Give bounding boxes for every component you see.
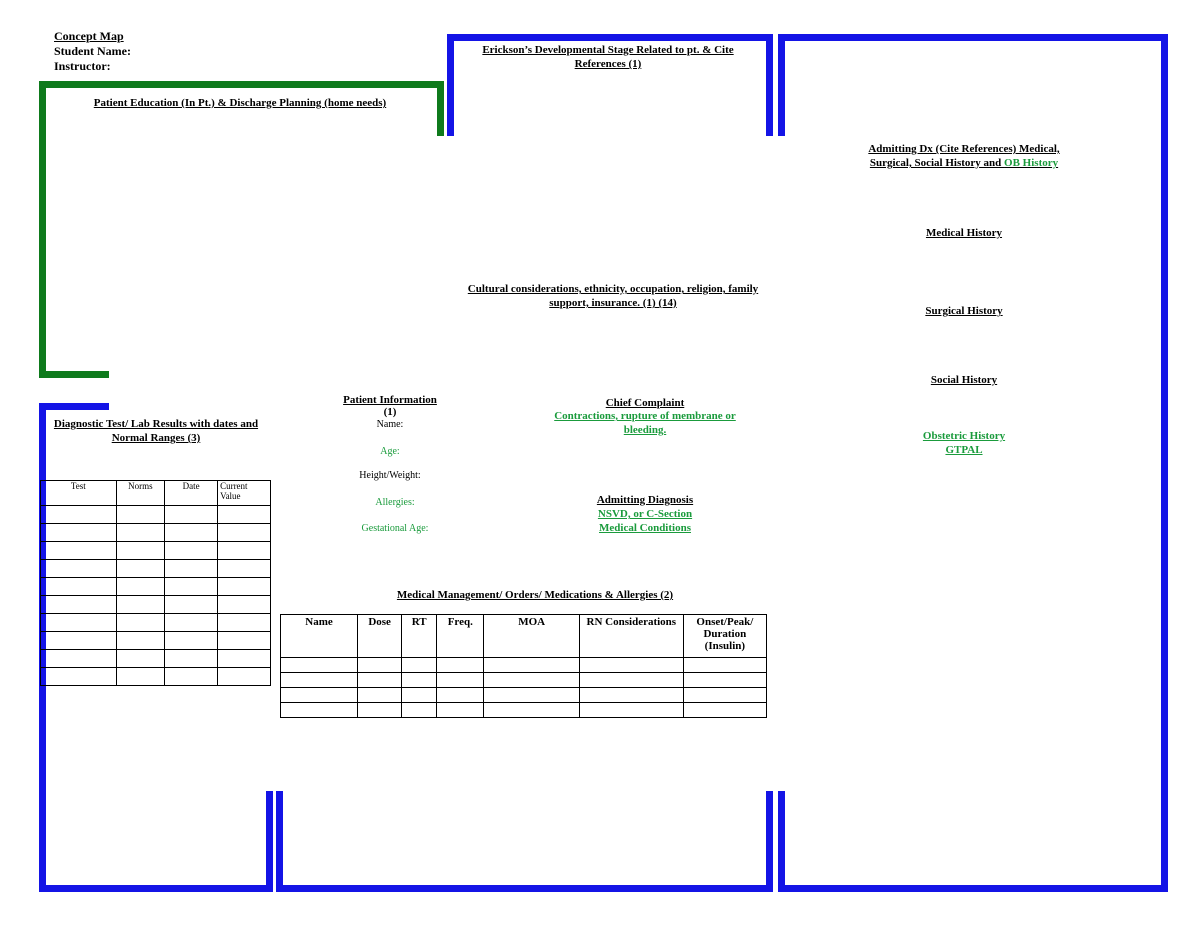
lab-cell[interactable] [116, 578, 165, 596]
med-header-rn-considerations: RN Considerations [579, 615, 683, 658]
lab-row[interactable] [41, 506, 271, 524]
med-cell[interactable] [683, 688, 766, 703]
patient-name-label: Name: [376, 419, 404, 430]
lab-header-test: Test [41, 481, 117, 506]
lab-cell[interactable] [218, 668, 271, 686]
med-header-name: Name [281, 615, 358, 658]
lab-cell[interactable] [116, 668, 165, 686]
header-block [54, 29, 131, 74]
lab-cell[interactable] [218, 596, 271, 614]
lab-cell[interactable] [116, 614, 165, 632]
lab-cell[interactable] [218, 560, 271, 578]
lab-cell[interactable] [116, 560, 165, 578]
med-cell[interactable] [683, 658, 766, 673]
patient-education-border-left [39, 81, 46, 378]
lab-cell[interactable] [218, 524, 271, 542]
med-header-onset-peak-duration: Onset/Peak/ Duration (Insulin) [683, 615, 766, 658]
student-name-label: Student Name: [54, 44, 131, 58]
lab-cell[interactable] [165, 614, 218, 632]
med-cell[interactable] [402, 673, 437, 688]
lab-header-row [41, 481, 271, 506]
med-cell[interactable] [402, 658, 437, 673]
lab-cell[interactable] [165, 632, 218, 650]
lab-cell[interactable] [116, 650, 165, 668]
admitting-diagnosis-line1: NSVD, or C-Section [597, 508, 693, 520]
med-cell[interactable] [437, 673, 484, 688]
diagnostic-heading: Diagnostic Test/ Lab Results with dates and Normal Ranges (3) [53, 418, 259, 444]
lab-cell[interactable] [165, 578, 218, 596]
lab-cell[interactable] [165, 524, 218, 542]
lab-cell[interactable] [165, 596, 218, 614]
patient-education-heading: Patient Education (In Pt.) & Discharge Planning (home needs) [93, 97, 387, 109]
med-cell[interactable] [437, 703, 484, 718]
lab-cell[interactable] [165, 542, 218, 560]
admitting-box-border-left-top [778, 34, 785, 136]
chief-complaint-title: Chief Complaint [605, 397, 685, 409]
lab-cell[interactable] [165, 668, 218, 686]
admitting-dx-text: Admitting Dx (Cite References) Medical, Surgical, Social History and [868, 143, 1060, 169]
diagnostic-border-top [39, 403, 109, 410]
med-row[interactable] [281, 688, 767, 703]
lab-cell[interactable] [41, 524, 117, 542]
doc-title: Concept Map [54, 29, 124, 43]
medical-management-heading: Medical Management/ Orders/ Medications & Allergies (2) [396, 589, 674, 601]
med-row[interactable] [281, 703, 767, 718]
patient-gestational-age-label: Gestational Age: [361, 523, 429, 534]
patient-height-weight-label: Height/Weight: [359, 470, 421, 481]
lab-cell[interactable] [218, 578, 271, 596]
lab-cell[interactable] [218, 650, 271, 668]
lab-row[interactable] [41, 650, 271, 668]
lab-cell[interactable] [116, 596, 165, 614]
lab-cell[interactable] [218, 506, 271, 524]
lab-cell[interactable] [116, 542, 165, 560]
patient-info-ref: (1) [383, 406, 397, 418]
lab-header-date: Date [165, 481, 218, 506]
lab-row[interactable] [41, 632, 271, 650]
lab-row[interactable] [41, 614, 271, 632]
diagnostic-border-right-bottom [266, 791, 273, 892]
admitting-diagnosis-line2: Medical Conditions [599, 522, 691, 534]
lab-row[interactable] [41, 542, 271, 560]
admitting-box-border-top [778, 34, 1168, 41]
med-header-moa: MOA [484, 615, 580, 658]
lab-cell[interactable] [218, 542, 271, 560]
obstetric-history-label: Obstetric History [922, 430, 1006, 442]
patient-allergies-label: Allergies: [375, 497, 415, 508]
lab-row[interactable] [41, 560, 271, 578]
lab-cell[interactable] [41, 596, 117, 614]
lab-cell[interactable] [41, 542, 117, 560]
social-history-heading: Social History [930, 374, 998, 386]
chief-complaint-detail: Contractions, rupture of membrane or bleeding. [554, 410, 736, 436]
surgical-history-heading: Surgical History [925, 305, 1003, 317]
obstetric-history-heading [880, 429, 1048, 457]
med-header-dose: Dose [358, 615, 402, 658]
lab-cell[interactable] [218, 614, 271, 632]
erickson-border-top [447, 34, 773, 41]
patient-info-title: Patient Information [343, 394, 437, 406]
erickson-heading: Erickson’s Developmental Stage Related to pt. & Cite References (1) [482, 44, 734, 70]
lab-cell[interactable] [41, 650, 117, 668]
med-cell[interactable] [437, 658, 484, 673]
lab-cell[interactable] [116, 524, 165, 542]
lab-cell[interactable] [165, 650, 218, 668]
lab-row[interactable] [41, 596, 271, 614]
lab-cell[interactable] [41, 614, 117, 632]
lab-cell[interactable] [41, 632, 117, 650]
patient-education-border-right [437, 81, 444, 136]
med-row[interactable] [281, 673, 767, 688]
lab-row[interactable] [41, 578, 271, 596]
lab-header-norms: Norms [116, 481, 165, 506]
med-cell[interactable] [579, 703, 683, 718]
medications-table [280, 614, 767, 718]
med-cell[interactable] [281, 658, 358, 673]
lab-results-table [40, 480, 271, 686]
med-row[interactable] [281, 658, 767, 673]
med-cell[interactable] [402, 703, 437, 718]
med-cell[interactable] [402, 688, 437, 703]
med-header-rt: RT [402, 615, 437, 658]
patient-age-label: Age: [380, 446, 400, 457]
cultural-heading: Cultural considerations, ethnicity, occupation, religion, family support, insurance. (1) (14) [467, 283, 759, 309]
lab-cell[interactable] [41, 668, 117, 686]
lab-cell[interactable] [165, 506, 218, 524]
admitting-box-border-left-bottom [778, 791, 785, 892]
lab-cell[interactable] [218, 632, 271, 650]
med-cell[interactable] [358, 658, 402, 673]
med-cell[interactable] [579, 673, 683, 688]
lab-cell[interactable] [41, 578, 117, 596]
med-cell[interactable] [484, 703, 580, 718]
med-cell[interactable] [358, 673, 402, 688]
med-cell[interactable] [484, 658, 580, 673]
med-cell[interactable] [579, 658, 683, 673]
medical-history-heading: Medical History [925, 227, 1003, 239]
med-cell[interactable] [579, 688, 683, 703]
lab-row[interactable] [41, 668, 271, 686]
erickson-border-left [447, 34, 454, 136]
lab-cell[interactable] [41, 506, 117, 524]
lab-cell[interactable] [165, 560, 218, 578]
admitting-box-border-right [1161, 34, 1168, 892]
med-cell[interactable] [484, 673, 580, 688]
patient-education-border-bottom [39, 371, 109, 378]
med-cell[interactable] [281, 673, 358, 688]
center-bottom-border-left [276, 791, 283, 892]
lab-cell[interactable] [116, 632, 165, 650]
admitting-diagnosis-title: Admitting Diagnosis [596, 494, 694, 506]
lab-cell[interactable] [116, 506, 165, 524]
ob-history-link-text: OB History [1004, 157, 1059, 169]
diagnostic-border-bottom [39, 885, 273, 892]
center-bottom-border-bottom [276, 885, 773, 892]
med-cell[interactable] [358, 688, 402, 703]
med-cell[interactable] [683, 703, 766, 718]
med-header-freq: Freq. [437, 615, 484, 658]
lab-row[interactable] [41, 524, 271, 542]
patient-education-border-top [39, 81, 444, 88]
med-header-row [281, 615, 767, 658]
gtpal-label: GTPAL [945, 444, 983, 456]
lab-header-current-value: Current Value [218, 481, 271, 506]
med-cell[interactable] [437, 688, 484, 703]
med-cell[interactable] [683, 673, 766, 688]
center-bottom-border-right [766, 791, 773, 892]
admitting-dx-heading [850, 142, 1078, 170]
lab-cell[interactable] [41, 560, 117, 578]
instructor-label: Instructor: [54, 59, 111, 73]
erickson-border-right [766, 34, 773, 136]
med-cell[interactable] [484, 688, 580, 703]
med-cell[interactable] [281, 688, 358, 703]
med-cell[interactable] [358, 703, 402, 718]
med-cell[interactable] [281, 703, 358, 718]
admitting-box-border-bottom [778, 885, 1168, 892]
